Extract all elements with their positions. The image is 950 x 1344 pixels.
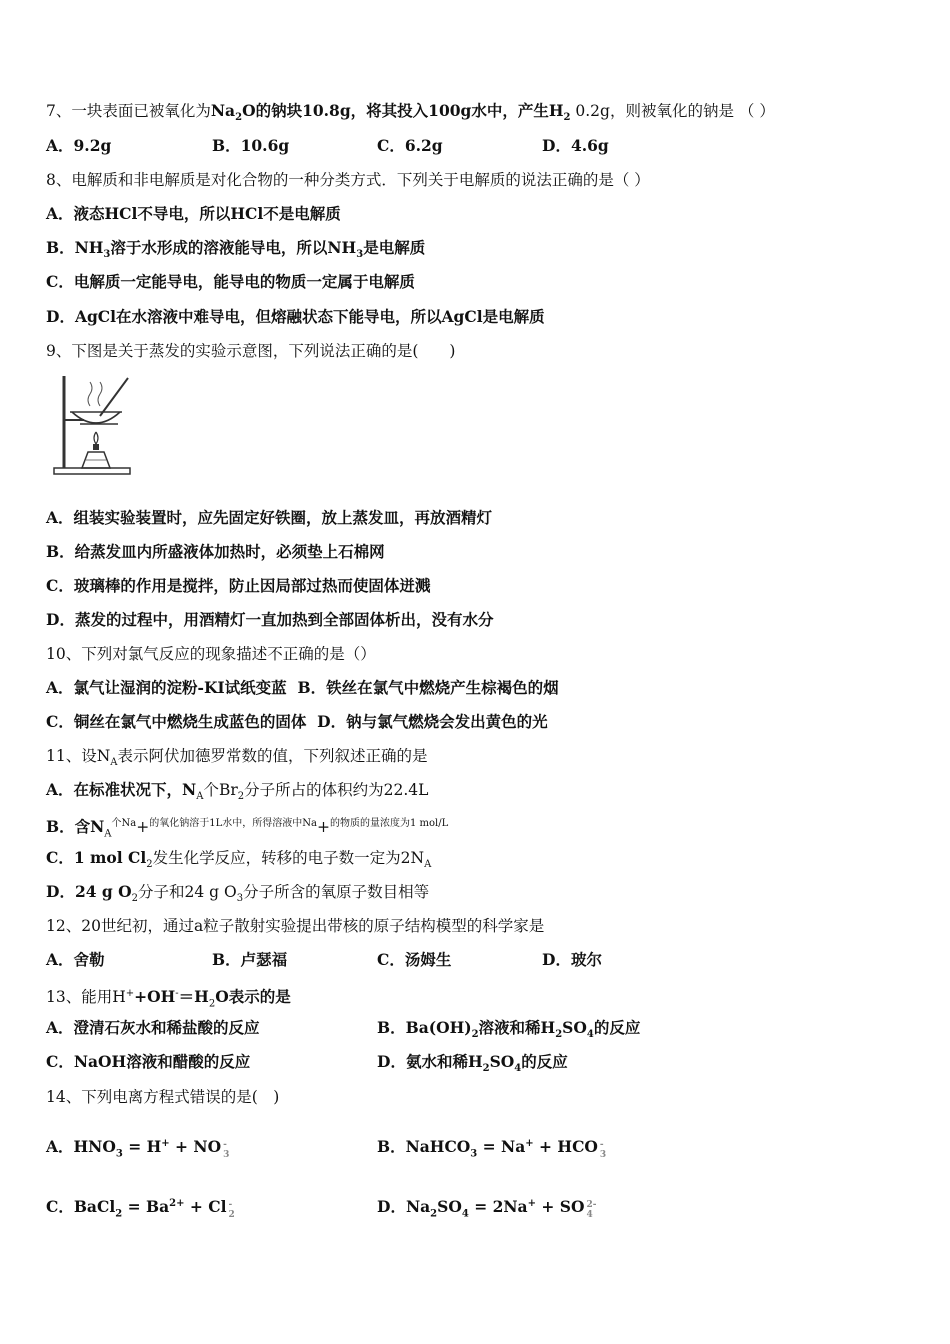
evaporation-apparatus-figure	[50, 372, 132, 478]
q9-option-c: C．玻璃棒的作用是搅拌，防止因局部过热而使固体迸溅	[46, 576, 431, 595]
q11-option-a: A．在标准状况下，$N_A$个$Br_2$分子所占的体积约为22.4L	[46, 780, 429, 803]
q8-option-b: B．$NH_3$溶于水形成的溶液能导电，所以$NH_3$是电解质	[46, 238, 426, 261]
q10-options-ab	[46, 677, 559, 699]
q13-option-c: C．NaOH溶液和醋酸的反应	[46, 1052, 251, 1071]
q12-option-b: B．卢瑟福	[212, 950, 288, 969]
q11-option-b: B．含$N_A^{个Na}+^{的氧化钠溶于1L水中,所得溶液中Na}+^{的物质的量浓度为1 mol/L}$	[46, 817, 449, 840]
q10-option-d: D．钠与氯气燃烧会发出黄色的光	[317, 712, 548, 731]
q13-option-b: B．$Ba(OH)_2$溶液和稀$H_2SO_4$的反应	[377, 1018, 641, 1041]
q14-option-c: C．BaCl$_2$ = $Ba^{2+} + Cl$ - 2	[46, 1197, 235, 1221]
q8-option-d: D．AgCl在水溶液中难导电，但熔融状态下能导电，所以AgCl是电解质	[46, 307, 545, 326]
q11-option-d: D．24 g $O_2$分子和24 g $O_3$分子所含的氧原子数目相等	[46, 882, 430, 905]
q14-option-b: B．NaHCO$_3$ = Na+ + HCO - 3	[377, 1137, 607, 1161]
q7-option-c: C．6.2g	[377, 136, 443, 155]
q11-stem: 11、设$N_A$表示阿伏加德罗常数的值，下列叙述正确的是	[46, 747, 428, 769]
q12-stem: 12、20世纪初，通过a粒子散射实验提出带核的原子结构模型的科学家是	[46, 917, 545, 935]
q10-option-c: C．铜丝在氯气中燃烧生成蓝色的固体	[46, 712, 307, 731]
q14-stem: 14、下列电离方程式错误的是( )	[46, 1088, 280, 1106]
q8-stem: 8、电解质和非电解质是对化合物的一种分类方式．下列关于电解质的说法正确的是（ ）	[46, 171, 650, 189]
q12-option-c: C．汤姆生	[377, 950, 452, 969]
q12-option-a: A．舍勒	[46, 950, 105, 969]
q14-option-d: D．$Na_2SO_4 = 2Na^+$ + SO 2- 4	[377, 1197, 597, 1221]
q9-stem: 9、下图是关于蒸发的实验示意图，下列说法正确的是( )	[46, 342, 456, 360]
q7-option-b: B．10.6g	[212, 136, 290, 155]
q14-option-a: A．$HNO_3 = H^+$ + NO - 3	[46, 1137, 230, 1161]
q9-option-a: A．组装实验装置时，应先固定好铁圈，放上蒸发皿，再放酒精灯	[46, 508, 493, 527]
q13-stem: 13、能用$H^++OH^-=H_2O$表示的是	[46, 987, 291, 1010]
q9-option-b: B．给蒸发皿内所盛液体加热时，必须垫上石棉网	[46, 542, 385, 561]
q13-option-a: A．澄清石灰水和稀盐酸的反应	[46, 1018, 260, 1037]
q8-option-c: C．电解质一定能导电，能导电的物质一定属于电解质	[46, 272, 415, 291]
q7-option-a: A．9.2g	[46, 136, 112, 155]
q7-stem: 7、一块表面已被氧化为$Na_2O$的钠块10.8g，将其投入100g水中，产生$H_2$ 0.2g，则被氧化的钠是 （ ）	[46, 101, 775, 124]
q13-option-d: D．氨水和稀$H_2SO_4$的反应	[377, 1052, 568, 1075]
q10-stem: 10、下列对氯气反应的现象描述不正确的是（）	[46, 645, 376, 663]
q8-option-a: A．液态HCl不导电，所以HCl不是电解质	[46, 204, 341, 223]
q10-option-b: B．铁丝在氯气中燃烧产生棕褐色的烟	[297, 678, 559, 697]
q7-option-d: D．4.6g	[542, 136, 609, 155]
q11-option-c: C．1 mol $Cl_2$发生化学反应，转移的电子数一定为$2N_A$	[46, 848, 432, 871]
q9-option-d: D．蒸发的过程中，用酒精灯一直加热到全部固体析出，没有水分	[46, 610, 494, 629]
q10-options-cd	[46, 711, 548, 733]
q12-option-d: D．玻尔	[542, 950, 602, 969]
q10-option-a: A．氯气让湿润的淀粉-KI试纸变蓝	[46, 678, 287, 697]
